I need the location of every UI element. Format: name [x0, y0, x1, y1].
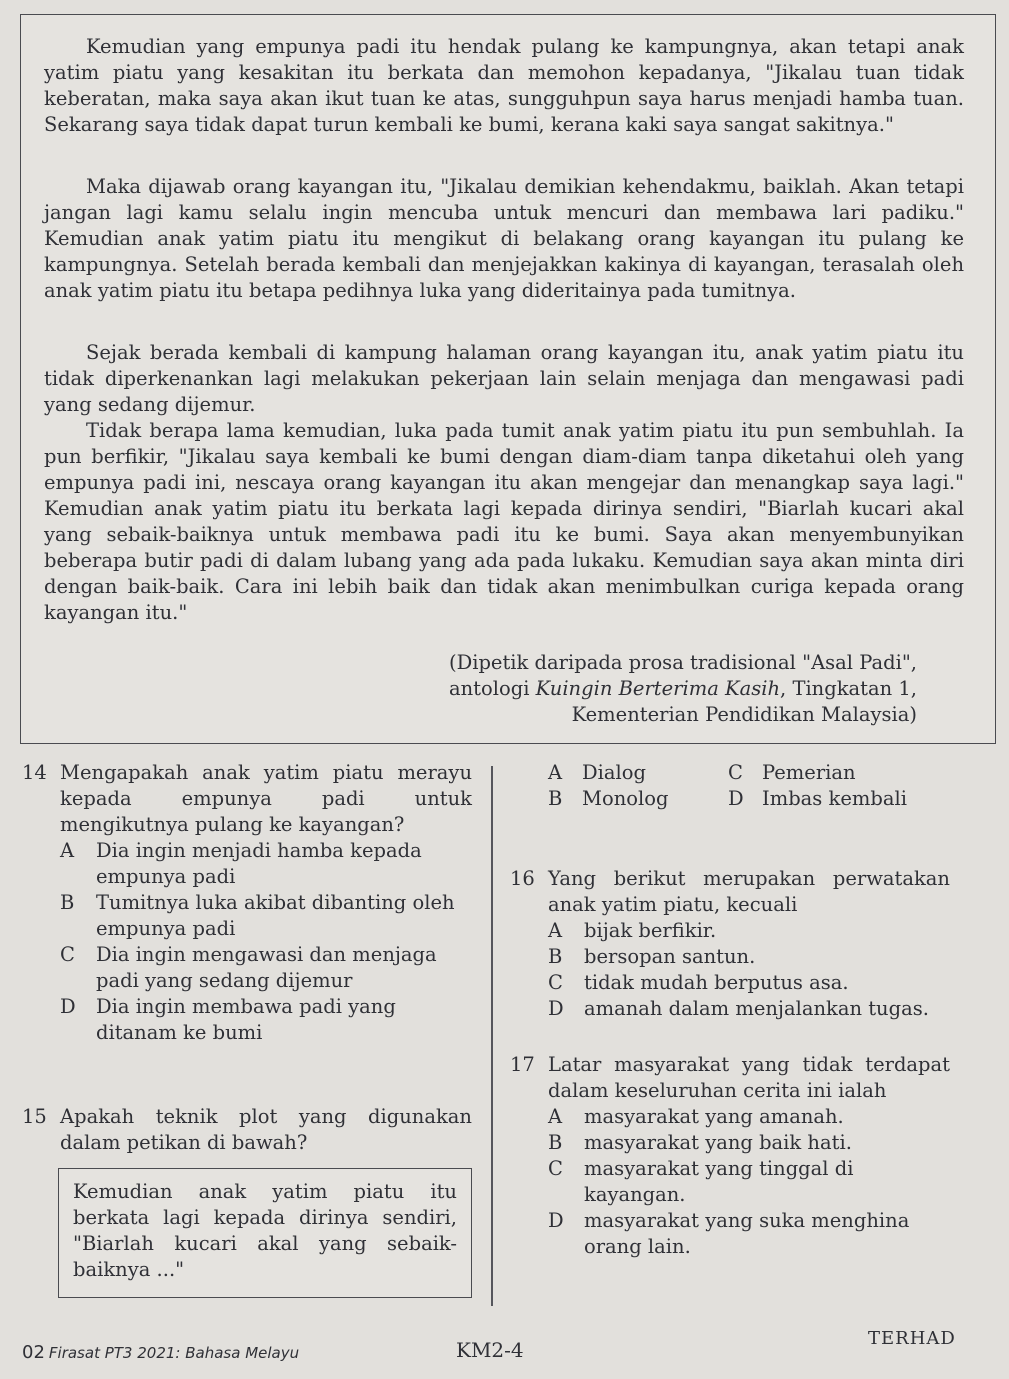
footer-page-code: KM2-4 — [456, 1338, 524, 1362]
passage-paragraph-2: Maka dijawab orang kayangan itu, "Jikalau demikian kehendakmu, baiklah. Akan tetapi jangan lagi kamu selalu ingin mencuba untuk mencuri dan membawa lari padiku." Kemudian anak yatim piatu itu mengikut di belakang orang kayangan itu pulang ke kampungnya. Setelah berada kembali dan menjejakkan kakinya di kayangan, terasalah oleh anak yatim piatu itu betapa pedihnya luka yang dideritainya pada tumitnya. — [44, 175, 964, 302]
option-d[interactable]: D amanah dalam menjalankan tugas. — [548, 997, 929, 1020]
question-number: 16 — [510, 867, 535, 890]
source-line-3: Kementerian Pendidikan Malaysia) — [571, 703, 917, 726]
question-stem: Latar masyarakat yang tidak terdapat dalam keseluruhan cerita ini ialah — [548, 1053, 950, 1102]
option-b[interactable]: B bersopan santun. — [548, 945, 756, 968]
footer-classification: TERHAD — [868, 1328, 956, 1349]
option-c[interactable]: C Pemerian — [728, 761, 856, 784]
question-15-options — [548, 760, 907, 812]
passage-paragraph-1: Kemudian yang empunya padi itu hendak pulang ke kampungnya, akan tetapi anak yatim piatu yang kesakitan itu berkata dan memohon kepadanya, "Jikalau tuan tidak keberatan, maka saya akan ikut tuan ke atas, sungguhpun saya harus menjadi hamba tuan. Sekarang saya tidak dapat turun kembali ke bumi, kerana kaki saya sangat sakitnya." — [44, 35, 964, 136]
option-c[interactable]: C Dia ingin mengawasi dan menjaga padi yang sedang dijemur — [60, 943, 437, 992]
option-d[interactable]: D Dia ingin membawa padi yang ditanam ke bumi — [60, 995, 396, 1044]
option-c[interactable]: C tidak mudah berputus asa. — [548, 971, 849, 994]
passage-paragraph-4: Tidak berapa lama kemudian, luka pada tumit anak yatim piatu itu pun sembuhlah. Ia pun berfikir, "Jikalau saya kembali ke bumi dengan diam-diam tanpa diketahui oleh yang empunya padi ini, nescaya orang kayangan itu akan mengejar dan menangkap saya lagi." Kemudian anak yatim piatu itu berkata lagi kepada dirinya sendiri, "Biarlah kucari akal yang sebaik-baiknya untuk membawa padi itu ke bumi. Saya akan menyembunyikan beberapa butir padi di dalam lubang yang ada pada lukaku. Kemudian saya akan minta diri dengan baik-baik. Cara ini lebih baik dan tidak akan menimbulkan curiga kepada orang kayangan itu." — [44, 419, 964, 624]
question-15-excerpt: Kemudian anak yatim piatu itu berkata lagi kepada dirinya sendiri, "Biarlah kucari akal yang sebaik-baiknya ..." — [58, 1168, 472, 1298]
option-a[interactable]: A Dialog — [548, 761, 646, 784]
question-14 — [22, 760, 472, 1046]
option-b[interactable]: B Monolog — [548, 787, 669, 810]
option-d[interactable]: D Imbas kembali — [728, 787, 907, 810]
question-17 — [510, 1052, 950, 1260]
option-c[interactable]: C masyarakat yang tinggal di kayangan. — [548, 1157, 854, 1206]
question-15 — [22, 1104, 472, 1156]
passage-source — [357, 650, 917, 728]
column-divider — [491, 766, 493, 1306]
option-a[interactable]: A bijak berfikir. — [548, 919, 717, 942]
option-d[interactable]: D masyarakat yang suka menghina orang lain. — [548, 1209, 910, 1258]
source-line-1: (Dipetik daripada prosa tradisional "Asal Padi", — [448, 651, 917, 674]
footer-book-title: 02 Firasat PT3 2021: Bahasa Melayu — [22, 1342, 300, 1363]
anthology-title: Kuingin Berterima Kasih — [535, 677, 781, 700]
question-number: 15 — [22, 1105, 47, 1128]
footer-code: 02 — [22, 1342, 45, 1363]
option-b[interactable]: B Tumitnya luka akibat dibanting oleh empunya padi — [60, 891, 455, 940]
passage-paragraph-3: Sejak berada kembali di kampung halaman orang kayangan itu, anak yatim piatu itu tidak diperkenankan lagi melakukan pekerjaan lain selain menjaga dan mengawasi padi yang sedang dijemur. — [44, 341, 964, 416]
question-stem: Apakah teknik plot yang digunakan dalam petikan di bawah? — [60, 1105, 472, 1154]
option-a[interactable]: A Dia ingin menjadi hamba kepada empunya padi — [60, 839, 422, 888]
question-stem: Yang berikut merupakan perwatakan anak yatim piatu, kecuali — [548, 867, 950, 916]
option-a[interactable]: A masyarakat yang amanah. — [548, 1105, 844, 1128]
question-number: 17 — [510, 1053, 535, 1076]
option-b[interactable]: B masyarakat yang baik hati. — [548, 1131, 852, 1154]
question-stem: Mengapakah anak yatim piatu merayu kepada empunya padi untuk mengikutnya pulang ke kayangan? — [60, 761, 472, 836]
source-line-2: antologi Kuingin Berterima Kasih, Tingkatan 1, — [448, 677, 917, 700]
question-16 — [510, 866, 950, 1022]
question-number: 14 — [22, 761, 47, 784]
